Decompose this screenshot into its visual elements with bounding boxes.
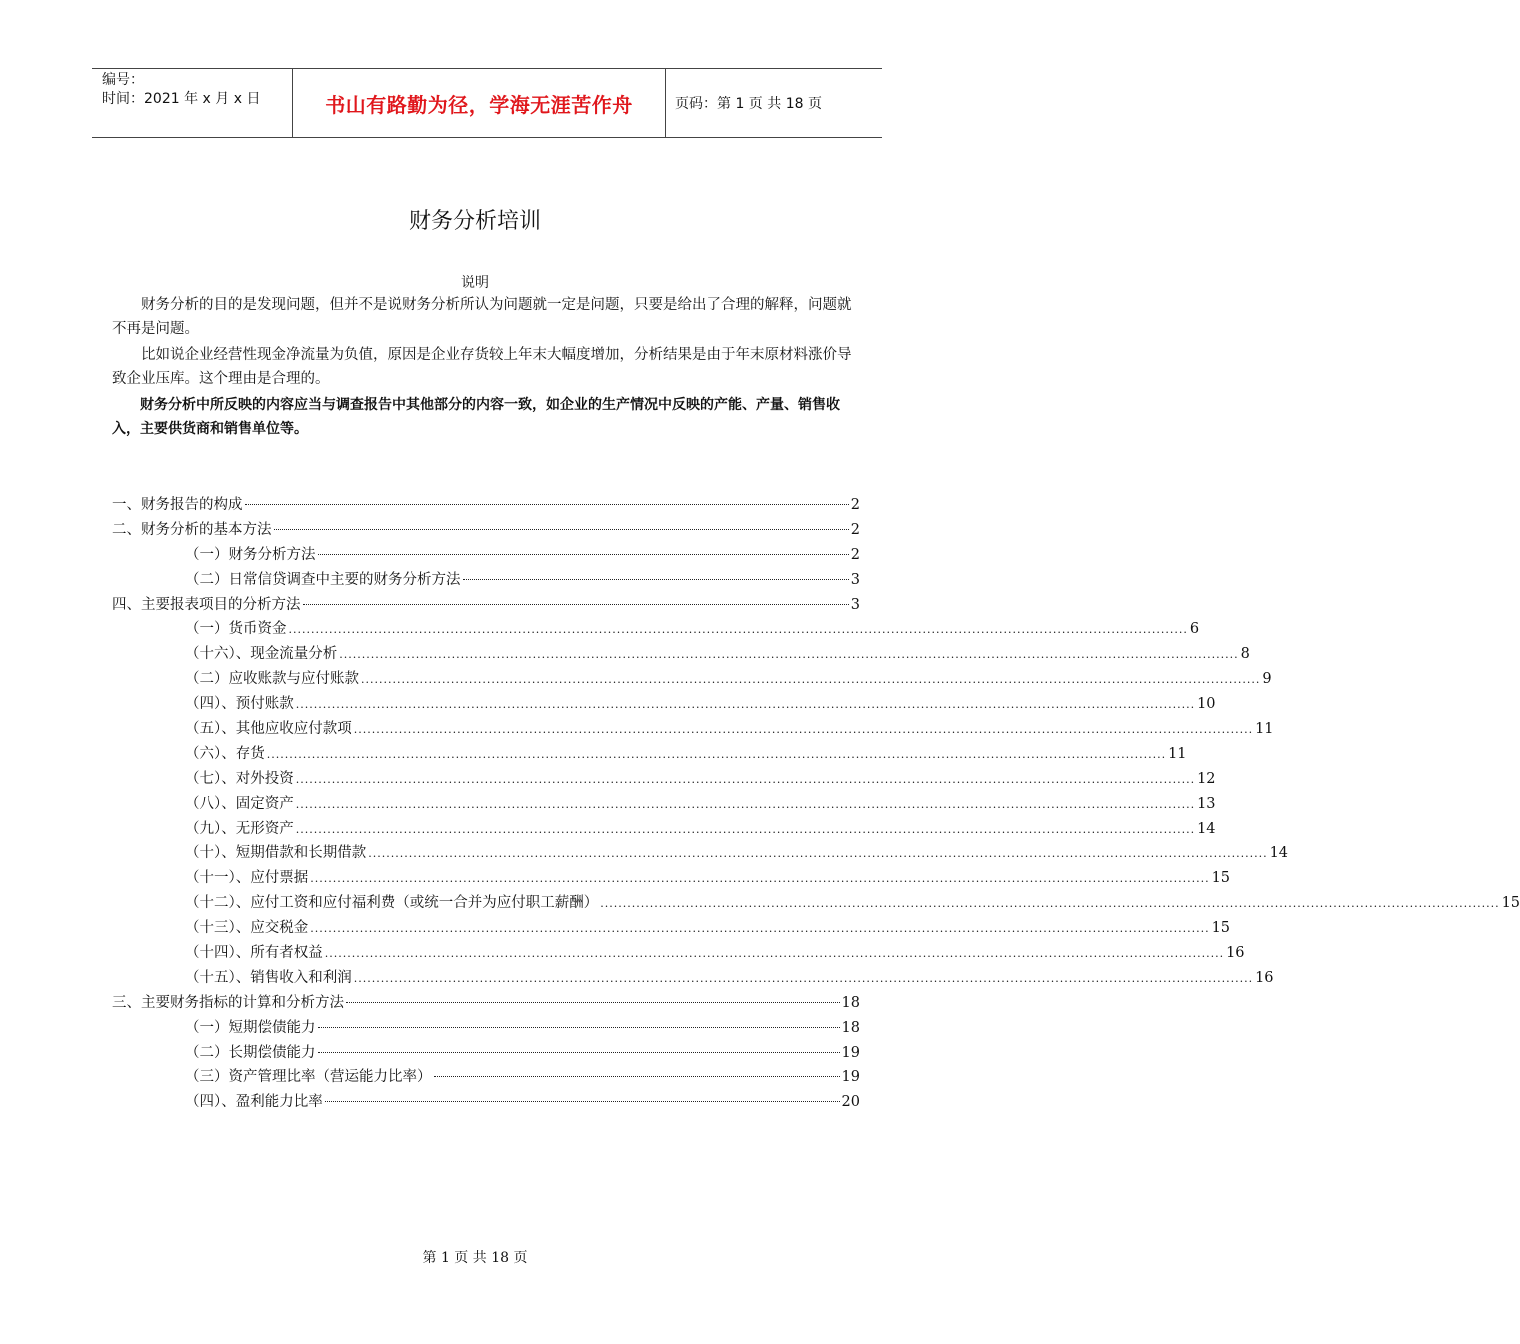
toc-entry-title: 一、财务报告的构成: [112, 497, 243, 513]
toc-entry[interactable]: [112, 1065, 860, 1090]
toc-leader-dots: ........................................................................................................................................................................................................: [324, 947, 1225, 961]
toc-entry-page: 15: [1211, 870, 1231, 887]
toc-entry-title: （十五）、销售收入和利润: [185, 969, 352, 986]
toc-entry[interactable]: [112, 866, 1231, 891]
paragraph: 财务分析的目的是发现问题，但并不是说财务分析所认为问题就一定是问题，只要是给出了合理的解释，问题就不再是问题。: [112, 297, 852, 337]
toc-entry-title: （八）、固定资产: [185, 795, 294, 812]
toc-leader-dots: ........................................................................................................................................................................................................: [600, 897, 1500, 911]
toc-entry-page: 18: [841, 1019, 860, 1036]
toc-entry[interactable]: [112, 841, 1289, 866]
toc-entry-title: （二）长期偿债能力: [185, 1044, 316, 1061]
toc-entry-title: （十）、短期借款和长期借款: [185, 845, 367, 862]
document-title: 财务分析培训: [408, 209, 541, 234]
toc-entry[interactable]: [112, 568, 860, 593]
slogan: 书山有路勤为径，学海无涯苦作舟: [325, 92, 633, 117]
toc-leader-dots: ........................................................................................................................................................................................................: [353, 723, 1254, 737]
toc-leader-dots: ........................................................................................................................................................................................................: [361, 673, 1261, 687]
toc-entry[interactable]: [112, 792, 1216, 817]
toc-entry-title: （二）应收账款与应付账款: [185, 671, 359, 688]
toc-leader-dots: ........................................................................................................................................................................................................: [295, 772, 1196, 786]
header-table: [92, 68, 882, 138]
toc-entry[interactable]: [112, 941, 1245, 966]
toc-entry-title: （六）、存货: [185, 745, 265, 762]
document-number-label: 编号：: [102, 72, 144, 88]
toc-entry-title: 三、主要财务指标的计算和分析方法: [112, 994, 344, 1011]
toc-entry-page: 15: [1501, 895, 1520, 912]
toc-entry-page: 18: [841, 994, 860, 1011]
toc-entry-page: 3: [850, 596, 860, 613]
toc-entry-page: 8: [1240, 646, 1250, 663]
toc-leader-dots: [318, 1026, 840, 1028]
toc-entry[interactable]: [112, 518, 860, 543]
header-page-cell: [665, 69, 882, 137]
toc-leader-dots: ........................................................................................................................................................................................................: [295, 698, 1196, 712]
toc-entry[interactable]: [112, 717, 1274, 742]
toc-entry[interactable]: [112, 891, 1520, 916]
toc-entry-title: （七）、对外投资: [185, 770, 294, 787]
toc-entry[interactable]: [112, 543, 860, 568]
page-footer: 第 1 页 共 18 页: [422, 1250, 528, 1266]
toc-leader-dots: [318, 1051, 840, 1053]
toc-leader-dots: [325, 1100, 840, 1102]
toc-entry-page: 10: [1197, 696, 1216, 713]
paragraph-emphasis: 财务分析中所反映的内容应当与调查报告中其他部分的内容一致，如企业的生产情况中反映的产能、产量、销售收入，主要供货商和销售单位等。: [112, 397, 840, 437]
toc-entry-title: （四）、预付账款: [185, 696, 294, 713]
toc-entry-page: 19: [841, 1069, 860, 1086]
toc-entry-title: 二、财务分析的基本方法: [112, 521, 272, 538]
toc-entry-title: （一）财务分析方法: [185, 546, 316, 563]
toc-entry-page: 12: [1197, 770, 1216, 787]
toc-entry-page: 20: [841, 1094, 860, 1111]
toc-entry[interactable]: [112, 991, 860, 1016]
toc-leader-dots: [463, 578, 849, 580]
toc-entry-title: （十四）、所有者权益: [185, 945, 323, 962]
toc-leader-dots: ........................................................................................................................................................................................................: [353, 971, 1254, 985]
toc-entry-title: （一）短期偿债能力: [185, 1019, 316, 1036]
toc-leader-dots: [274, 528, 849, 530]
toc-entry-page: 9: [1262, 671, 1272, 688]
toc-entry[interactable]: [112, 742, 1187, 767]
toc-entry-title: （三）资产管理比率（营运能力比率）: [185, 1069, 432, 1086]
toc-entry[interactable]: [112, 593, 860, 618]
toc-leader-dots: ........................................................................................................................................................................................................: [310, 872, 1210, 886]
toc-entry-title: （五）、其他应收应付款项: [185, 721, 352, 738]
toc-leader-dots: [434, 1075, 840, 1077]
toc-leader-dots: ........................................................................................................................................................................................................: [295, 797, 1196, 811]
toc-leader-dots: ........................................................................................................................................................................................................: [288, 623, 1188, 637]
toc-entry[interactable]: [112, 817, 1216, 842]
toc-entry[interactable]: [112, 966, 1274, 991]
toc-entry-title: （十一）、应付票据: [185, 870, 309, 887]
toc-entry-page: 2: [850, 521, 860, 538]
toc-entry-page: 14: [1269, 845, 1289, 862]
toc-entry-page: 11: [1255, 721, 1274, 738]
toc-entry-page: 16: [1226, 945, 1245, 962]
toc-entry-title: （二）日常信贷调查中主要的财务分析方法: [185, 571, 461, 588]
toc-entry[interactable]: [112, 642, 1250, 667]
toc-leader-dots: ........................................................................................................................................................................................................: [310, 922, 1210, 936]
toc-entry-page: 3: [850, 571, 860, 588]
toc-entry[interactable]: [112, 692, 1216, 717]
document-time-label: 时间：2021 年 x 月 x 日: [102, 91, 261, 107]
toc-entry-title: （十三）、应交税金: [185, 920, 309, 937]
toc-entry-page: 19: [841, 1044, 860, 1061]
toc-leader-dots: [303, 603, 849, 605]
toc-leader-dots: ........................................................................................................................................................................................................: [266, 747, 1167, 761]
toc-entry-title: （九）、无形资产: [185, 820, 294, 837]
toc-entry-title: （十二）、应付工资和应付福利费（或统一合并为应付职工薪酬）: [185, 895, 599, 912]
paragraph: 比如说企业经营性现金净流量为负值，原因是企业存货较上年末大幅度增加，分析结果是由于年末原材料涨价导致企业压库。这个理由是合理的。: [112, 347, 852, 387]
toc-entry[interactable]: [112, 1016, 860, 1041]
table-of-contents: [112, 493, 1520, 1115]
toc-entry-page: 14: [1197, 820, 1216, 837]
header-meta-cell: [92, 69, 292, 137]
toc-entry-page: 2: [850, 546, 860, 563]
toc-leader-dots: [346, 1001, 840, 1003]
toc-entry-title: （十六）、现金流量分析: [185, 646, 338, 663]
page-code: 页码：第 1 页 共 18 页: [675, 96, 822, 112]
toc-leader-dots: ........................................................................................................................................................................................................: [368, 847, 1268, 861]
header-slogan-cell: [292, 69, 666, 137]
toc-entry-page: 15: [1211, 920, 1231, 937]
toc-entry[interactable]: [112, 767, 1216, 792]
toc-entry-title: （一）货币资金: [185, 621, 287, 638]
toc-leader-dots: [245, 503, 849, 505]
toc-entry-title: （四）、盈利能力比率: [185, 1094, 323, 1111]
section-subtitle: 说明: [461, 275, 489, 291]
toc-entry-page: 13: [1197, 795, 1216, 812]
toc-entry[interactable]: [112, 667, 1272, 692]
toc-entry-page: 6: [1189, 621, 1200, 638]
toc-leader-dots: ........................................................................................................................................................................................................: [339, 648, 1239, 662]
toc-leader-dots: [318, 553, 849, 555]
toc-entry[interactable]: [112, 1041, 860, 1066]
toc-leader-dots: ........................................................................................................................................................................................................: [295, 822, 1196, 836]
toc-entry[interactable]: [112, 617, 1200, 642]
toc-entry-title: 四、主要报表项目的分析方法: [112, 596, 301, 613]
toc-entry-page: 2: [850, 497, 860, 513]
toc-entry[interactable]: [112, 916, 1231, 941]
toc-entry[interactable]: [112, 1090, 860, 1115]
toc-entry-page: 16: [1255, 969, 1274, 986]
toc-entry-page: 11: [1168, 745, 1187, 762]
toc-entry[interactable]: [112, 493, 860, 518]
